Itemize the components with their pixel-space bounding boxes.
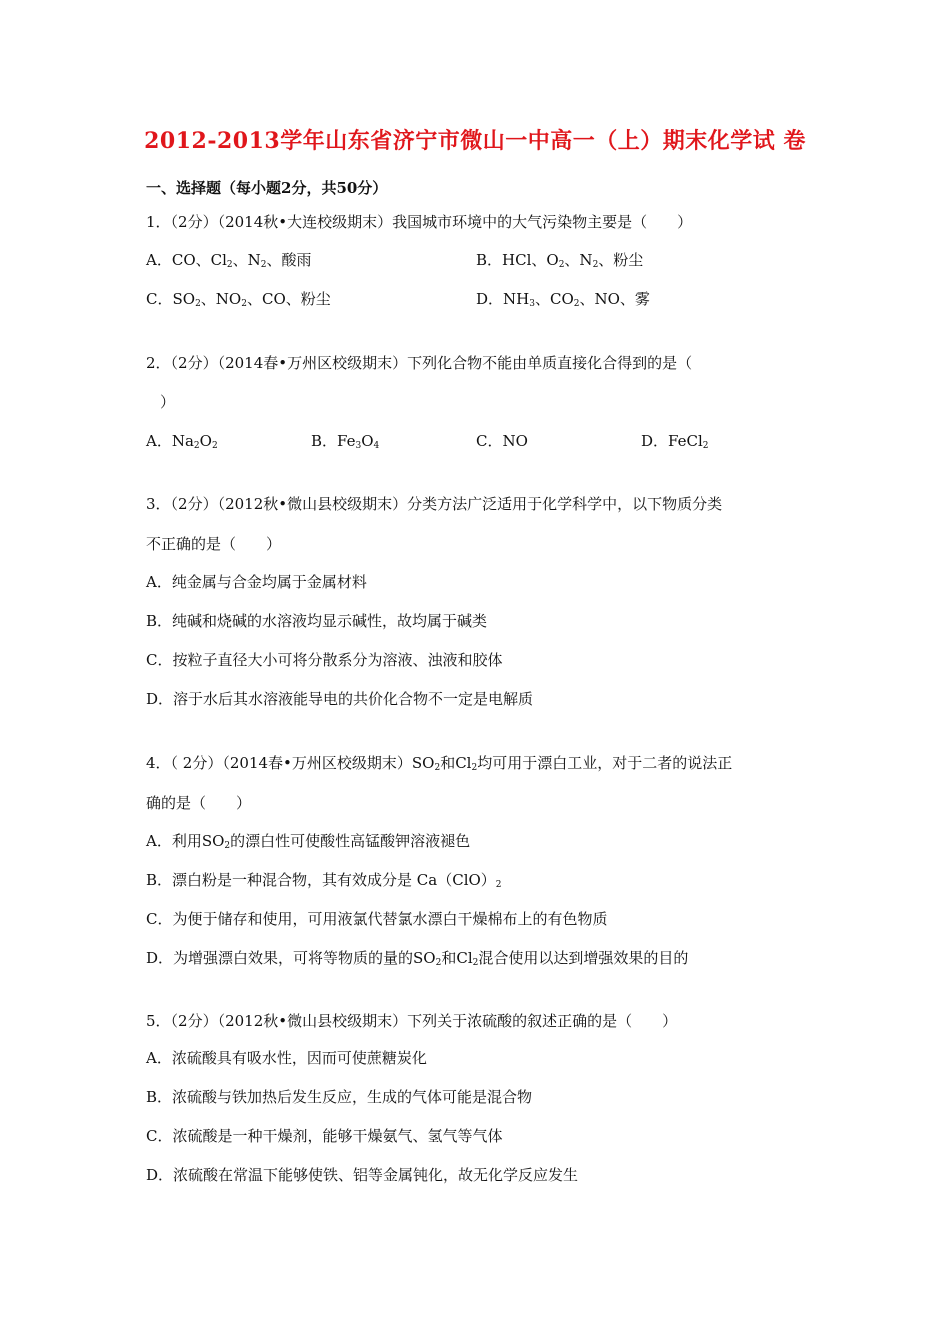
option-letter: B． [311,432,338,450]
subscript: 2 [702,441,709,451]
question-5-option-c [146,1126,503,1146]
option-text: CO、Cl [171,251,227,269]
option-letter: C． [146,1127,173,1145]
subscript: 2 [241,299,247,309]
subscript: 2 [472,958,479,968]
option-text: O [199,432,212,450]
stem-text: 4．（ 2分）（2014春•万州区校级期末）SO [146,754,435,772]
section-heading: 一、选择题（每小题2分，共50分） [146,179,388,197]
subscript: 2 [193,441,200,451]
question-1-stem: 1．（2分）（2014秋•大连校级期末）我国城市环境中的大气污染物主要是（ ） [146,213,693,231]
subscript: 4 [373,441,380,451]
option-text: 纯碱和烧碱的水溶液均显示碱性，故均属于碱类 [172,612,488,630]
option-letter: A． [146,432,172,450]
stem-text: 均可用于漂白工业，对于二者的说法正 [477,754,733,772]
question-4-stem-continued: 确的是（ ） [146,794,252,812]
option-text: Fe [337,432,356,450]
subscript: 2 [558,260,565,270]
stem-text: 和Cl [440,754,472,772]
option-letter: D． [476,290,504,308]
subscript: 2 [211,441,218,451]
option-text: 浓硫酸是一种干燥剂，能够干燥氨气、氢气等气体 [172,1127,503,1145]
subscript: 2 [435,958,442,968]
option-text: O [361,432,374,450]
option-text: 为便于储存和使用，可用液氯代替氯水漂白干燥棉布上的有色物质 [172,910,608,928]
question-1-option-c [146,289,331,309]
question-5-stem: 5．（2分）（2012秋•微山县校级期末）下列关于浓硫酸的叙述正确的是（ ） [146,1012,678,1030]
question-5-option-a [146,1048,427,1068]
option-letter: B． [476,251,503,269]
question-4-stem [146,753,732,773]
option-text: 纯金属与合金均属于金属材料 [171,573,367,591]
option-letter: D． [146,1166,174,1184]
option-letter: C． [146,290,173,308]
question-4-option-a [146,831,470,851]
option-letter: A． [146,573,172,591]
subscript: 2 [226,260,233,270]
question-1-option-b [476,250,643,270]
option-text: SO [172,290,196,308]
question-1-option-a [146,250,312,270]
option-text: 、CO、粉尘 [246,290,331,308]
subscript: 3 [355,441,362,451]
option-text: 和Cl [441,949,473,967]
option-letter: A． [146,251,172,269]
option-text: 利用SO [171,832,225,850]
option-text: NH [503,290,530,308]
question-4-option-b [146,870,502,890]
question-2-stem: 2．（2分）（2014春•万州区校级期末）下列化合物不能由单质直接化合得到的是（ [146,354,693,372]
subscript: 3 [529,299,535,309]
page-title: 2012-2013学年山东省济宁市微山一中高一（上）期末化学试 卷 [144,128,806,154]
question-3-option-d [146,689,533,709]
subscript: 2 [260,260,267,270]
subscript: 2 [471,763,478,773]
option-letter: D． [146,949,174,967]
question-4-option-d [146,948,688,968]
question-3-option-b [146,611,487,631]
option-text: 混合使用以达到增强效果的目的 [478,949,689,967]
question-3-option-c [146,650,503,670]
question-2-option-a [146,431,218,451]
option-text: 浓硫酸具有吸水性，因而可使蔗糖炭化 [171,1049,427,1067]
option-letter: A． [146,1049,172,1067]
subscript: 2 [224,841,231,851]
question-5-option-b [146,1087,532,1107]
option-text: 溶于水后其水溶液能导电的共价化合物不一定是电解质 [173,690,534,708]
question-2-stem-continued: ） [160,393,176,411]
option-text: HCl、O [502,251,559,269]
option-text: 浓硫酸与铁加热后发生反应，生成的气体可能是混合物 [172,1088,533,1106]
question-3-stem: 3．（2分）（2012秋•微山县校级期末）分类方法广泛适用于化学科学中，以下物质分类 [146,495,723,513]
option-letter: D． [146,690,174,708]
subscript: 2 [573,299,580,309]
question-5-option-d [146,1165,578,1185]
question-2-option-b [311,431,379,451]
option-text: FeCl [668,432,703,450]
question-3-option-a [146,572,367,592]
subscript: 2 [195,299,201,309]
option-text: 、CO [534,290,574,308]
option-letter: B． [146,1088,173,1106]
option-letter: B． [146,612,173,630]
question-1-option-d [476,289,650,309]
option-letter: A． [146,832,172,850]
option-text: 浓硫酸在常温下能够使铁、铝等金属钝化，故无化学反应发生 [173,1166,579,1184]
option-text: 、N [232,251,261,269]
question-3-stem-continued: 不正确的是（ ） [146,535,282,553]
option-text: NO [502,432,528,450]
subscript: 2 [434,763,441,773]
option-letter: B． [146,871,173,889]
subscript: 2 [592,260,599,270]
option-text: 漂白粉是一种混合物，其有效成分是 Ca（ClO） [172,871,496,889]
option-text: 按粒子直径大小可将分散系分为溶液、浊液和胶体 [172,651,503,669]
option-letter: C． [146,910,173,928]
option-text: 、酸雨 [266,251,312,269]
question-2-option-d [641,431,709,451]
option-text: 为增强漂白效果，可将等物质的量的SO [173,949,436,967]
option-text: Na [171,432,194,450]
option-text: 、NO、雾 [579,290,650,308]
option-text: 、NO [200,290,242,308]
question-4-option-c [146,909,608,929]
option-text: 、N [564,251,593,269]
option-text: 、粉尘 [598,251,644,269]
subscript: 2 [495,880,502,890]
question-2-option-c [476,431,528,451]
option-text: 的漂白性可使酸性高锰酸钾溶液褪色 [230,832,471,850]
option-letter: C． [476,432,503,450]
option-letter: C． [146,651,173,669]
option-letter: D． [641,432,669,450]
